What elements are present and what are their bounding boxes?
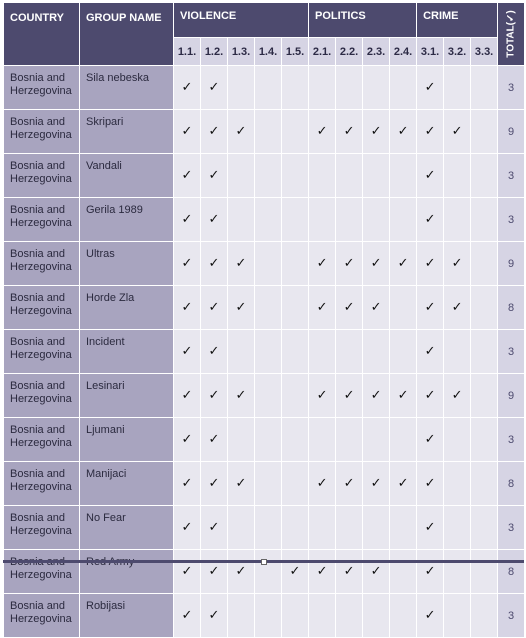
checkmark-cell: ✓ — [309, 374, 336, 418]
checkmark-cell: ✓ — [390, 110, 417, 154]
checkmark-cell: ✓ — [201, 462, 228, 506]
group-name-cell: Lesinari — [80, 374, 174, 418]
checkmark-cell: ✓ — [282, 550, 309, 594]
checkmark-cell: ✓ — [228, 550, 255, 594]
table-row — [4, 462, 525, 506]
checkmark-cell: ✓ — [417, 330, 444, 374]
checkmark-cell: ✓ — [228, 286, 255, 330]
empty-cell — [309, 154, 336, 198]
table-row — [4, 286, 525, 330]
checkmark-cell: ✓ — [417, 66, 444, 110]
checkmark-cell: ✓ — [201, 154, 228, 198]
country-cell: Bosnia and Herzegovina — [4, 374, 80, 418]
checkmark-cell: ✓ — [417, 418, 444, 462]
total-cell: 3 — [498, 66, 525, 110]
empty-cell — [471, 418, 498, 462]
empty-cell — [228, 594, 255, 638]
empty-cell — [255, 594, 282, 638]
checkmark-cell: ✓ — [201, 242, 228, 286]
checkmark-cell: ✓ — [417, 550, 444, 594]
country-cell: Bosnia and Herzegovina — [4, 594, 80, 638]
empty-cell — [444, 594, 471, 638]
politics-header: POLITICS — [309, 3, 417, 38]
empty-cell — [444, 462, 471, 506]
table-row — [4, 242, 525, 286]
empty-cell — [255, 286, 282, 330]
empty-cell — [471, 242, 498, 286]
checkmark-cell: ✓ — [417, 198, 444, 242]
checkmark-cell: ✓ — [309, 242, 336, 286]
checkmark-cell: ✓ — [417, 242, 444, 286]
table-row — [4, 110, 525, 154]
empty-cell — [336, 418, 363, 462]
country-cell: Bosnia and Herzegovina — [4, 506, 80, 550]
empty-cell — [444, 550, 471, 594]
table-body — [4, 66, 525, 638]
empty-cell — [255, 550, 282, 594]
empty-cell — [282, 374, 309, 418]
header-row — [4, 3, 525, 38]
empty-cell — [282, 66, 309, 110]
empty-cell — [282, 418, 309, 462]
total-cell: 9 — [498, 110, 525, 154]
group-name-cell: Gerila 1989 — [80, 198, 174, 242]
checkmark-cell: ✓ — [444, 286, 471, 330]
empty-cell — [363, 418, 390, 462]
checkmark-cell: ✓ — [309, 462, 336, 506]
empty-cell — [255, 506, 282, 550]
table-row — [4, 374, 525, 418]
checkmark-cell: ✓ — [174, 330, 201, 374]
empty-cell — [390, 286, 417, 330]
empty-cell — [282, 330, 309, 374]
subheader-cell: 2.2. — [336, 38, 363, 66]
empty-cell — [255, 110, 282, 154]
empty-cell — [471, 374, 498, 418]
country-cell: Bosnia and Herzegovina — [4, 462, 80, 506]
checkmark-cell: ✓ — [201, 418, 228, 462]
checkmark-cell: ✓ — [363, 462, 390, 506]
empty-cell — [228, 154, 255, 198]
checkmark-cell: ✓ — [363, 374, 390, 418]
group-name-cell: No Fear — [80, 506, 174, 550]
empty-cell — [444, 198, 471, 242]
checkmark-cell: ✓ — [336, 374, 363, 418]
group-name-cell: Incident — [80, 330, 174, 374]
checkmark-cell: ✓ — [417, 286, 444, 330]
checkmark-cell: ✓ — [417, 154, 444, 198]
checkmark-cell: ✓ — [363, 242, 390, 286]
empty-cell — [282, 286, 309, 330]
empty-cell — [228, 66, 255, 110]
empty-cell — [282, 198, 309, 242]
checkmark-cell: ✓ — [390, 462, 417, 506]
country-cell: Herzegovina — [4, 550, 80, 594]
checkmark-cell: ✓ — [417, 462, 444, 506]
empty-cell — [255, 462, 282, 506]
checkmark-cell: ✓ — [309, 550, 336, 594]
country-cell: Bosnia and Herzegovina — [4, 242, 80, 286]
subheader-cell: 3.3. — [471, 38, 498, 66]
empty-cell — [255, 242, 282, 286]
empty-cell — [390, 594, 417, 638]
group-name-cell: Horde Zla — [80, 286, 174, 330]
checkmark-cell: ✓ — [174, 110, 201, 154]
empty-cell — [255, 374, 282, 418]
empty-cell — [282, 594, 309, 638]
group-name-cell: Vandali — [80, 154, 174, 198]
subheader-cell: 2.1. — [309, 38, 336, 66]
empty-cell — [363, 66, 390, 110]
checkmark-cell: ✓ — [228, 374, 255, 418]
crime-header: CRIME — [417, 3, 498, 38]
checkmark-cell: ✓ — [201, 330, 228, 374]
subheader-cell: 1.1. — [174, 38, 201, 66]
total-header-label: TOTAL(✓) — [505, 10, 517, 58]
empty-cell — [336, 198, 363, 242]
empty-cell — [390, 66, 417, 110]
empty-cell — [390, 198, 417, 242]
subheader-cell: 2.3. — [363, 38, 390, 66]
empty-cell — [363, 594, 390, 638]
checkmark-cell: ✓ — [417, 374, 444, 418]
group-name-cell: Ultras — [80, 242, 174, 286]
checkmark-cell: ✓ — [336, 462, 363, 506]
empty-cell — [444, 506, 471, 550]
country-cell: Bosnia and Herzegovina — [4, 154, 80, 198]
empty-cell — [282, 506, 309, 550]
total-cell: 8 — [498, 286, 525, 330]
table-row — [4, 330, 525, 374]
checkmark-cell: ✓ — [309, 286, 336, 330]
total-column-header — [498, 3, 525, 66]
empty-cell — [255, 418, 282, 462]
groups-table-container — [3, 2, 524, 625]
checkmark-cell: ✓ — [228, 462, 255, 506]
empty-cell — [309, 66, 336, 110]
checkmark-cell: ✓ — [363, 110, 390, 154]
group-name-cell: Manijaci — [80, 462, 174, 506]
empty-cell — [471, 154, 498, 198]
country-column-header: COUNTRY — [4, 3, 80, 66]
group-name-cell: Skripari — [80, 110, 174, 154]
empty-cell — [309, 594, 336, 638]
table-row — [4, 154, 525, 198]
checkmark-cell: ✓ — [201, 198, 228, 242]
checkmark-cell: ✓ — [201, 506, 228, 550]
group-name-cell: Ljumani — [80, 418, 174, 462]
table-row — [4, 550, 525, 594]
empty-cell — [363, 506, 390, 550]
empty-cell — [336, 154, 363, 198]
checkmark-cell: ✓ — [201, 110, 228, 154]
total-cell: 3 — [498, 198, 525, 242]
empty-cell — [309, 330, 336, 374]
empty-cell — [336, 594, 363, 638]
checkmark-cell: ✓ — [417, 110, 444, 154]
resize-handle[interactable] — [261, 559, 267, 565]
empty-cell — [255, 330, 282, 374]
country-cell: Bosnia and Herzegovina — [4, 418, 80, 462]
total-cell: 8 — [498, 550, 525, 594]
empty-cell — [390, 418, 417, 462]
total-cell: 8 — [498, 462, 525, 506]
group-name-cell — [80, 550, 174, 594]
checkmark-cell: ✓ — [174, 66, 201, 110]
total-cell: 9 — [498, 374, 525, 418]
total-cell: 3 — [498, 330, 525, 374]
checkmark-cell: ✓ — [174, 286, 201, 330]
empty-cell — [282, 242, 309, 286]
checkmark-cell: ✓ — [201, 594, 228, 638]
empty-cell — [444, 418, 471, 462]
total-cell: 3 — [498, 154, 525, 198]
checkmark-cell: ✓ — [201, 550, 228, 594]
empty-cell — [363, 198, 390, 242]
table-row — [4, 594, 525, 638]
empty-cell — [471, 594, 498, 638]
checkmark-cell: ✓ — [174, 506, 201, 550]
checkmark-cell: ✓ — [390, 374, 417, 418]
empty-cell — [336, 506, 363, 550]
empty-cell — [471, 330, 498, 374]
empty-cell — [228, 198, 255, 242]
empty-cell — [309, 506, 336, 550]
subheader-cell: 3.1. — [417, 38, 444, 66]
subheader-cell: 2.4. — [390, 38, 417, 66]
group-name-cell: Robijasi — [80, 594, 174, 638]
country-cell: Bosnia and Herzegovina — [4, 286, 80, 330]
checkmark-cell: ✓ — [444, 242, 471, 286]
empty-cell — [390, 550, 417, 594]
empty-cell — [471, 198, 498, 242]
empty-cell — [471, 286, 498, 330]
empty-cell — [471, 110, 498, 154]
groups-table — [3, 2, 525, 638]
empty-cell — [390, 154, 417, 198]
checkmark-cell: ✓ — [417, 506, 444, 550]
empty-cell — [390, 330, 417, 374]
checkmark-cell: ✓ — [417, 594, 444, 638]
total-cell: 3 — [498, 594, 525, 638]
group-name-cell: Sila nebeska — [80, 66, 174, 110]
total-cell: 9 — [498, 242, 525, 286]
country-cell: Bosnia and Herzegovina — [4, 330, 80, 374]
checkmark-cell: ✓ — [174, 154, 201, 198]
empty-cell — [471, 462, 498, 506]
checkmark-cell: ✓ — [390, 242, 417, 286]
group-name-column-header: GROUP NAME — [80, 3, 174, 66]
checkmark-cell: ✓ — [228, 242, 255, 286]
country-cell: Bosnia and Herzegovina — [4, 198, 80, 242]
checkmark-cell: ✓ — [174, 374, 201, 418]
country-cell: Bosnia and Herzegovina — [4, 110, 80, 154]
checkmark-cell: ✓ — [201, 374, 228, 418]
empty-cell — [282, 110, 309, 154]
checkmark-cell: ✓ — [201, 66, 228, 110]
subheader-cell: 1.2. — [201, 38, 228, 66]
subheader-cell: 1.4. — [255, 38, 282, 66]
empty-cell — [390, 506, 417, 550]
empty-cell — [471, 506, 498, 550]
empty-cell — [282, 154, 309, 198]
subheader-cell: 3.2. — [444, 38, 471, 66]
empty-cell — [336, 66, 363, 110]
empty-cell — [228, 418, 255, 462]
empty-cell — [444, 154, 471, 198]
empty-cell — [444, 66, 471, 110]
empty-cell — [255, 198, 282, 242]
country-cell: Bosnia and Herzegovina — [4, 66, 80, 110]
empty-cell — [363, 154, 390, 198]
total-cell: 3 — [498, 506, 525, 550]
table-row — [4, 418, 525, 462]
empty-cell — [336, 330, 363, 374]
subheader-cell: 1.3. — [228, 38, 255, 66]
checkmark-cell: ✓ — [174, 242, 201, 286]
empty-cell — [228, 330, 255, 374]
empty-cell — [228, 506, 255, 550]
empty-cell — [255, 154, 282, 198]
empty-cell — [309, 418, 336, 462]
table-row — [4, 506, 525, 550]
table-row — [4, 66, 525, 110]
checkmark-cell: ✓ — [201, 286, 228, 330]
subheader-cell: 1.5. — [282, 38, 309, 66]
checkmark-cell: ✓ — [444, 110, 471, 154]
checkmark-cell: ✓ — [174, 462, 201, 506]
checkmark-cell: ✓ — [444, 374, 471, 418]
total-cell: 3 — [498, 418, 525, 462]
empty-cell — [471, 66, 498, 110]
checkmark-cell: ✓ — [336, 286, 363, 330]
checkmark-cell: ✓ — [363, 286, 390, 330]
table-row — [4, 198, 525, 242]
empty-cell — [282, 462, 309, 506]
violence-header: VIOLENCE — [174, 3, 309, 38]
checkmark-cell: ✓ — [309, 110, 336, 154]
checkmark-cell: ✓ — [174, 198, 201, 242]
checkmark-cell: ✓ — [336, 550, 363, 594]
empty-cell — [471, 550, 498, 594]
empty-cell — [255, 66, 282, 110]
checkmark-cell: ✓ — [336, 242, 363, 286]
checkmark-cell: ✓ — [336, 110, 363, 154]
checkmark-cell: ✓ — [174, 594, 201, 638]
checkmark-cell: ✓ — [363, 550, 390, 594]
empty-cell — [363, 330, 390, 374]
empty-cell — [444, 330, 471, 374]
empty-cell — [309, 198, 336, 242]
checkmark-cell: ✓ — [228, 110, 255, 154]
checkmark-cell: ✓ — [174, 550, 201, 594]
checkmark-cell: ✓ — [174, 418, 201, 462]
